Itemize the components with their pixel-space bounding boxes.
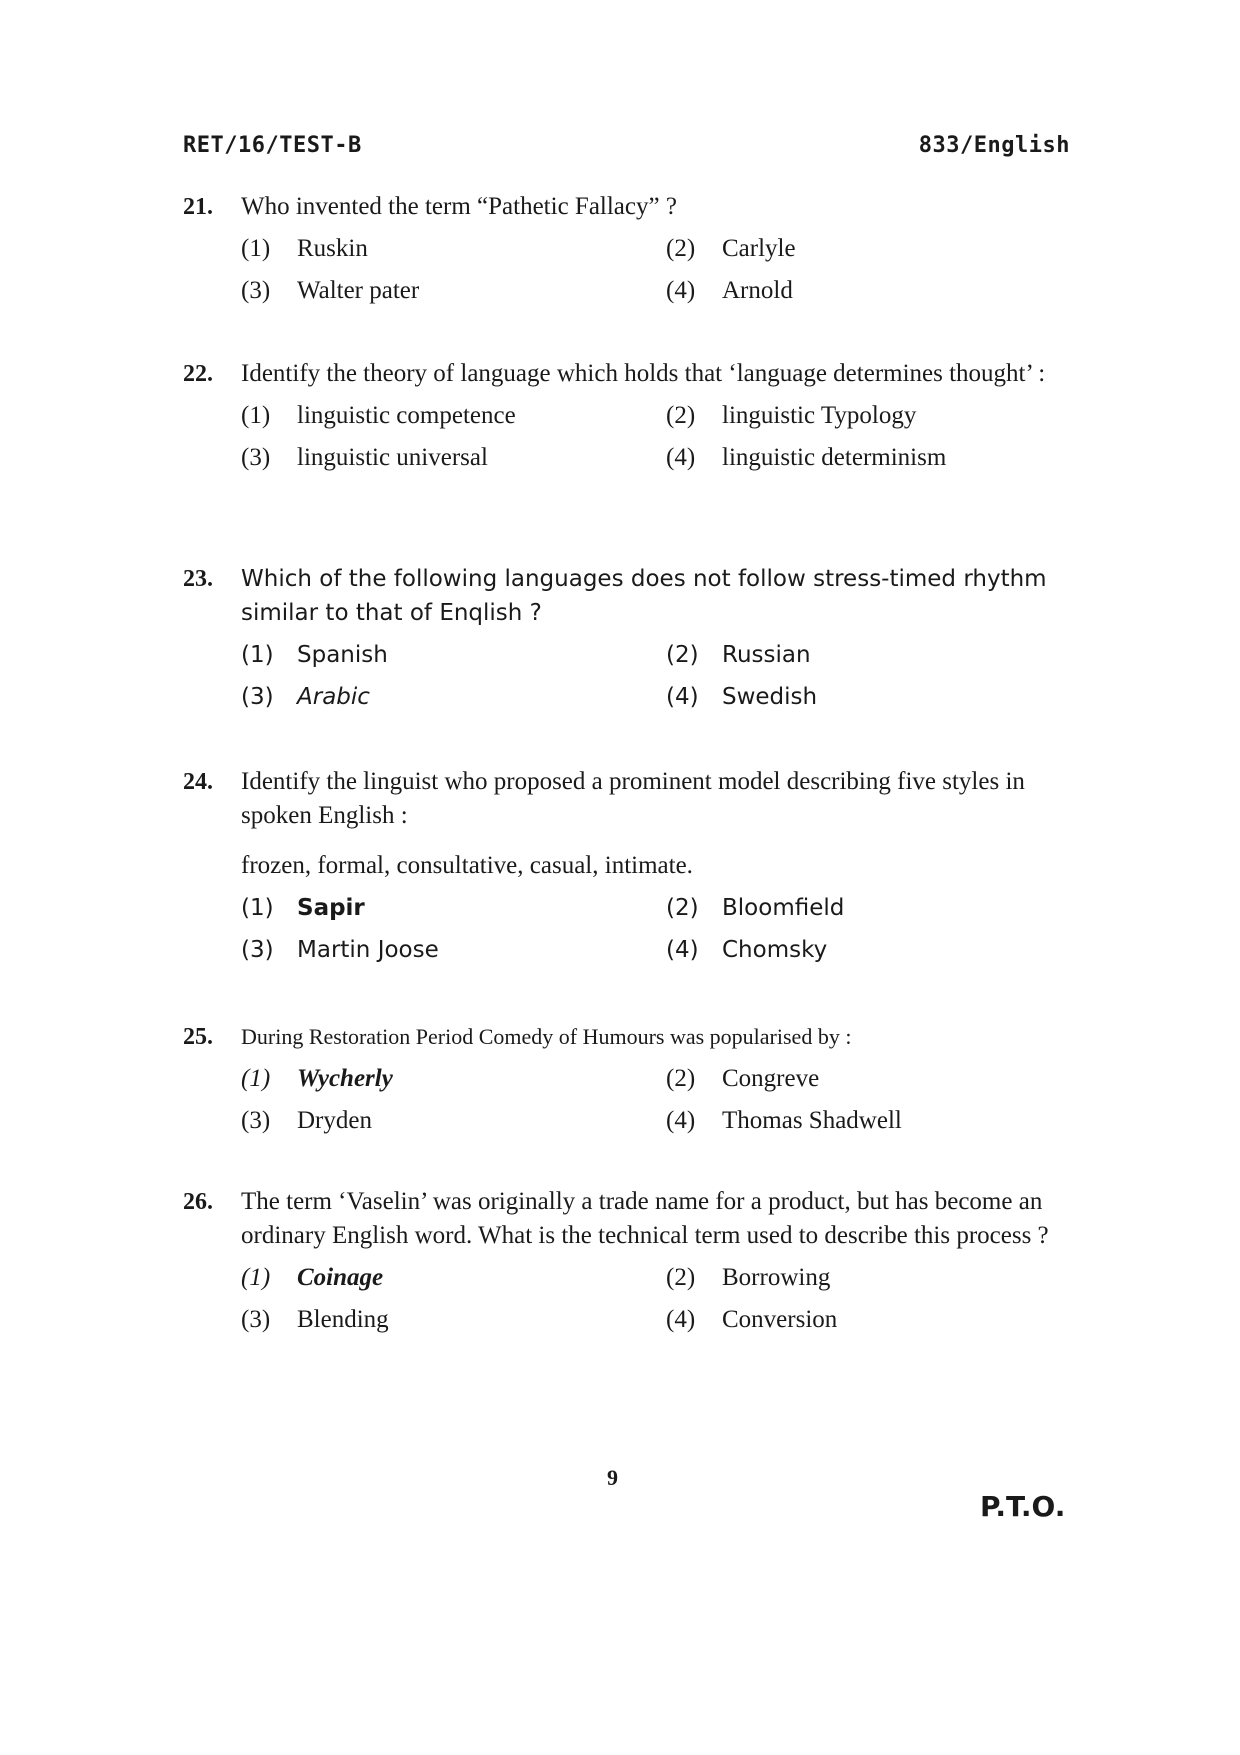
option-text: Wycherly — [297, 1065, 393, 1092]
option-3 — [241, 272, 666, 310]
option-text: Borrowing — [722, 1264, 831, 1291]
question-number: 21. — [183, 194, 213, 220]
option-number: (2) — [666, 235, 696, 262]
question-number: 24. — [183, 769, 213, 795]
option-2 — [666, 230, 1091, 268]
question-25 — [183, 1020, 1083, 1140]
option-4 — [666, 678, 1091, 716]
option-text: Thomas Shadwell — [722, 1107, 902, 1134]
question-23 — [183, 562, 1083, 716]
question-22 — [183, 357, 1083, 477]
option-text: linguistic competence — [297, 402, 516, 429]
question-24 — [183, 765, 1083, 969]
option-text: linguistic determinism — [722, 444, 947, 471]
option-text: Arabic — [297, 684, 370, 710]
options-grid — [241, 230, 1083, 310]
option-3 — [241, 439, 666, 477]
option-number: (4) — [666, 277, 696, 304]
options-grid — [241, 636, 1083, 716]
question-text: During Restoration Period Comedy of Humours was popularised by : — [241, 1024, 852, 1049]
option-4 — [666, 1301, 1091, 1339]
option-2 — [666, 1060, 1091, 1098]
question-text: The term ‘Vaselin’ was originally a trade name for a product, but has become an ordinary English word. What is the technical term used to describe this process ? — [241, 1188, 1049, 1249]
question-number: 22. — [183, 361, 213, 387]
option-4 — [666, 272, 1091, 310]
question-number: 26. — [183, 1189, 213, 1215]
options-grid — [241, 1259, 1083, 1339]
options-grid — [241, 889, 1083, 969]
option-text: Martin Joose — [297, 937, 439, 963]
option-1 — [241, 397, 666, 435]
option-4 — [666, 931, 1091, 969]
option-text: Coinage — [297, 1264, 384, 1291]
option-number: (1) — [241, 402, 271, 429]
option-text: Spanish — [297, 642, 388, 668]
option-2 — [666, 636, 1091, 674]
question-number: 23. — [183, 566, 213, 592]
option-3 — [241, 1301, 666, 1339]
option-2 — [666, 397, 1091, 435]
option-number: (3) — [241, 684, 274, 710]
option-1 — [241, 636, 666, 674]
styles-list: frozen, formal, consultative, casual, intimate. — [241, 852, 693, 879]
question-21 — [183, 190, 1083, 310]
question-number: 25. — [183, 1024, 213, 1050]
option-text: Walter pater — [297, 277, 420, 304]
option-3 — [241, 678, 666, 716]
option-number: (3) — [241, 444, 271, 471]
option-text: linguistic universal — [297, 444, 488, 471]
option-number: (2) — [666, 895, 699, 921]
page-number: 9 — [607, 1465, 618, 1490]
option-text: Russian — [722, 642, 811, 668]
option-number: (4) — [666, 1107, 696, 1134]
option-1 — [241, 1060, 666, 1098]
option-text: Congreve — [722, 1065, 820, 1092]
option-2 — [666, 889, 1091, 927]
option-1 — [241, 1259, 666, 1297]
option-4 — [666, 439, 1091, 477]
option-number: (4) — [666, 444, 696, 471]
option-text: Dryden — [297, 1107, 372, 1134]
option-text: Swedish — [722, 684, 818, 710]
option-number: (2) — [666, 1264, 696, 1291]
pto-label: P.T.O. — [980, 1490, 1066, 1523]
question-26 — [183, 1185, 1083, 1339]
option-number: (2) — [666, 642, 699, 668]
option-text: Bloomfield — [722, 895, 845, 921]
option-number: (4) — [666, 937, 699, 963]
options-grid — [241, 397, 1083, 477]
option-number: (2) — [666, 402, 696, 429]
option-number: (1) — [241, 1065, 271, 1092]
question-text: Which of the following languages does not follow stress-timed rhythm similar to that of Enqlish ? — [241, 566, 1047, 626]
option-number: (2) — [666, 1065, 696, 1092]
option-number: (3) — [241, 277, 271, 304]
option-text: linguistic Typology — [722, 402, 917, 429]
option-text: Conversion — [722, 1306, 838, 1333]
option-3 — [241, 1102, 666, 1140]
option-number: (1) — [241, 642, 274, 668]
question-text: Identify the theory of language which holds that ‘language determines thought’ : — [241, 360, 1046, 387]
option-text: Arnold — [722, 277, 793, 304]
paper-code: RET/16/TEST-B — [183, 133, 362, 158]
subject-code: 833/English — [918, 133, 1070, 158]
option-number: (3) — [241, 1306, 271, 1333]
option-number: (4) — [666, 1306, 696, 1333]
option-3 — [241, 931, 666, 969]
option-text: Carlyle — [722, 235, 796, 262]
option-4 — [666, 1102, 1091, 1140]
options-grid — [241, 1060, 1083, 1140]
option-2 — [666, 1259, 1091, 1297]
question-text: Who invented the term “Pathetic Fallacy” ? — [241, 193, 677, 220]
option-text: Chomsky — [722, 937, 828, 963]
option-number: (3) — [241, 1107, 271, 1134]
option-number: (1) — [241, 1264, 271, 1291]
option-text: Sapir — [297, 895, 365, 921]
option-1 — [241, 889, 666, 927]
option-1 — [241, 230, 666, 268]
option-number: (1) — [241, 235, 271, 262]
question-text: Identify the linguist who proposed a prominent model describing five styles in spoken English : — [241, 768, 1025, 829]
option-number: (3) — [241, 937, 274, 963]
option-text: Blending — [297, 1306, 389, 1333]
option-text: Ruskin — [297, 235, 368, 262]
option-number: (4) — [666, 684, 699, 710]
option-number: (1) — [241, 895, 274, 921]
